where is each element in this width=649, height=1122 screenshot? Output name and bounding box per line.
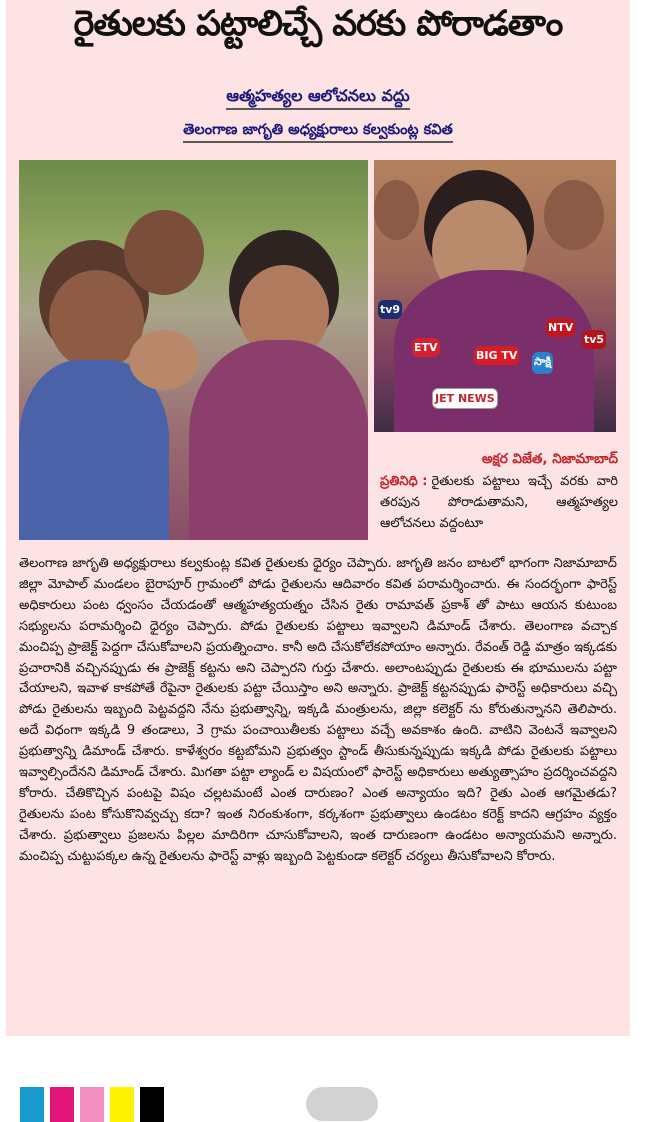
mic-logo-bigtv: BIG TV — [474, 346, 519, 365]
subheadline-1-text: ఆత్మహత్యల ఆలోచనలు వద్దు — [226, 86, 409, 110]
print-mark-magenta — [50, 1087, 74, 1122]
mic-logo-jetnews: JET NEWS — [432, 388, 498, 409]
print-mark-pink — [80, 1087, 104, 1122]
mic-logo-tv5: tv5 — [582, 330, 606, 349]
subheadline-2 — [6, 122, 630, 142]
lead-label: ప్రతినిధి : — [380, 474, 428, 489]
photo-press-interaction — [374, 160, 616, 432]
article-lead-column — [380, 472, 618, 535]
mic-logo-tv9: tv9 — [378, 300, 402, 319]
photo-consoling-farmer — [19, 160, 368, 540]
headline: రైతులకు పట్టాలిచ్చే వరకు పోరాడతాం — [73, 4, 563, 44]
dateline: అక్షర విజేత, నిజామాబాద్ — [481, 451, 618, 467]
article-body: తెలంగాణ జాగృతి అధ్యక్షురాలు కల్వకుంట్ల కవిత రైతులకు ధైర్యం చెప్పారు. జాగృతి జనం బాటలో భాగంగా నిజామాబాద్ జిల్లా మోపాల్ మండలం బైరాపూర్ గ్రామంలో పోడు రైతులను ఆదివారం కవిత పరామర్శించారు. ఈ సందర్భంగా ఫారెస్ట్ అధికారులు పంట ధ్వంసం చేయడంతో ఆత్మహత్యయత్నం చేసిన రైతు రామావత్ ప్రకాశ్ తో పాటు ఆయన కుటుంబ సభ్యులను పరామర్శించి ధైర్యం చెప్పారు. పోడు రైతులకు పట్టాలు ఇవ్వాలని డిమాండ్ చేశారు. తెలంగాణ వచ్చాక మంచిప్ప ప్రాజెక్ట్ పెద్దగా చేసుకోవాలని ప్రయత్నించాం. కానీ అది చేసుకోలేకపోయాం అన్నారు. రేవంత్ రెడ్డి మాత్రం ఇక్కడకు ప్రచారానికి వచ్చినప్పుడు ఈ ప్రాజెక్ట్ కట్టను అని చెప్పారని గుర్తు చేశారు. అలాంటప్పుడు రైతులకు ఈ భూములను పట్టా చేయాలని, ఇవాళ కాకపోతే రేపైనా రైతులకు పట్టా చేయిస్తాం అని అన్నారు. ప్రాజెక్ట్ కట్టనప్పుడు ఫారెస్ట్ అధికారులు వచ్చి పోడు రైతులను ఇబ్బంది పెట్టవద్దని నేను ప్రభుత్వాన్ని, ఇక్కడి మంత్రులను, జిల్లా కలెక్టర్ ను కోరుతున్నానని తెలిపారు. అదే విధంగా ఇక్కడి 9 తండాలు, 3 గ్రామ పంచాయితీలకు పట్టాలు వచ్చే అవకాశం ఉంది. వాటిని వెంటనే ఇవ్వాలని ప్రభుత్వాన్ని డిమాండ్ చేశారు. కాళేశ్వరం కట్టబోమని ప్రభుత్వం స్టాండ్ తీసుకున్నప్పుడు ఇక్కడి పోడు రైతులకు పట్టాలు ఇవ్వాల్సిందేనని డిమాండ్ చేశారు. మిగతా పట్టా ల్యాండ్ ల విషయంలో ఫారెస్ట్ అధికారులు అత్యుత్సాహం ప్రదర్శించవద్దని కోరారు. చేతికొచ్చిన పంటపై విషం చల్లటమంటే ఎంత దారుణం? ఎంత అన్యాయం ఇది? రైతు ఎంత ఆగమైతడు? రైతులను పంట కోసుకొనివ్వచ్చు కదా? ఇంత నిరంకుశంగా, కర్కశంగా ప్రభుత్వాలు ఉండటం కరెక్ట్ కాదని ఆగ్రహం వ్యక్తం చేశారు. ప్రభుత్వాలు ప్రజలను పిల్లల మాదిరిగా చూసుకోవాలని, ఇంత దారుణంగా ఉండటం అన్యాయమని అన్నారు. మంచిప్ప చుట్టుపక్కల ఉన్న రైతులను ఫారెస్ట్ వాళ్లు ఇబ్బంది పెట్టకుండా కలెక్టర్ చర్యలు తీసుకోవాలని కోరారు. — [19, 556, 617, 864]
subheadline-2-text: తెలంగాణ జాగృతి అధ్యక్షురాలు కల్వకుంట్ల కవిత — [183, 122, 453, 143]
mic-logo-etv: ETV — [412, 338, 440, 357]
print-mark-cyan — [20, 1087, 44, 1122]
article-lead-text: రైతులకు పట్టాలు ఇచ్చే వరకు వారి తరపున పోరాడుతామని, ఆత్మహత్యల ఆలోచనలు వద్దంటూ — [380, 474, 618, 531]
print-mark-yellow — [110, 1087, 134, 1122]
mic-logo-sakshi: సాక్షి — [532, 352, 553, 374]
scroll-handle[interactable] — [306, 1087, 378, 1121]
mic-logo-ntv: NTV — [546, 318, 575, 337]
print-mark-black — [140, 1087, 164, 1122]
subheadline-1 — [6, 86, 630, 109]
